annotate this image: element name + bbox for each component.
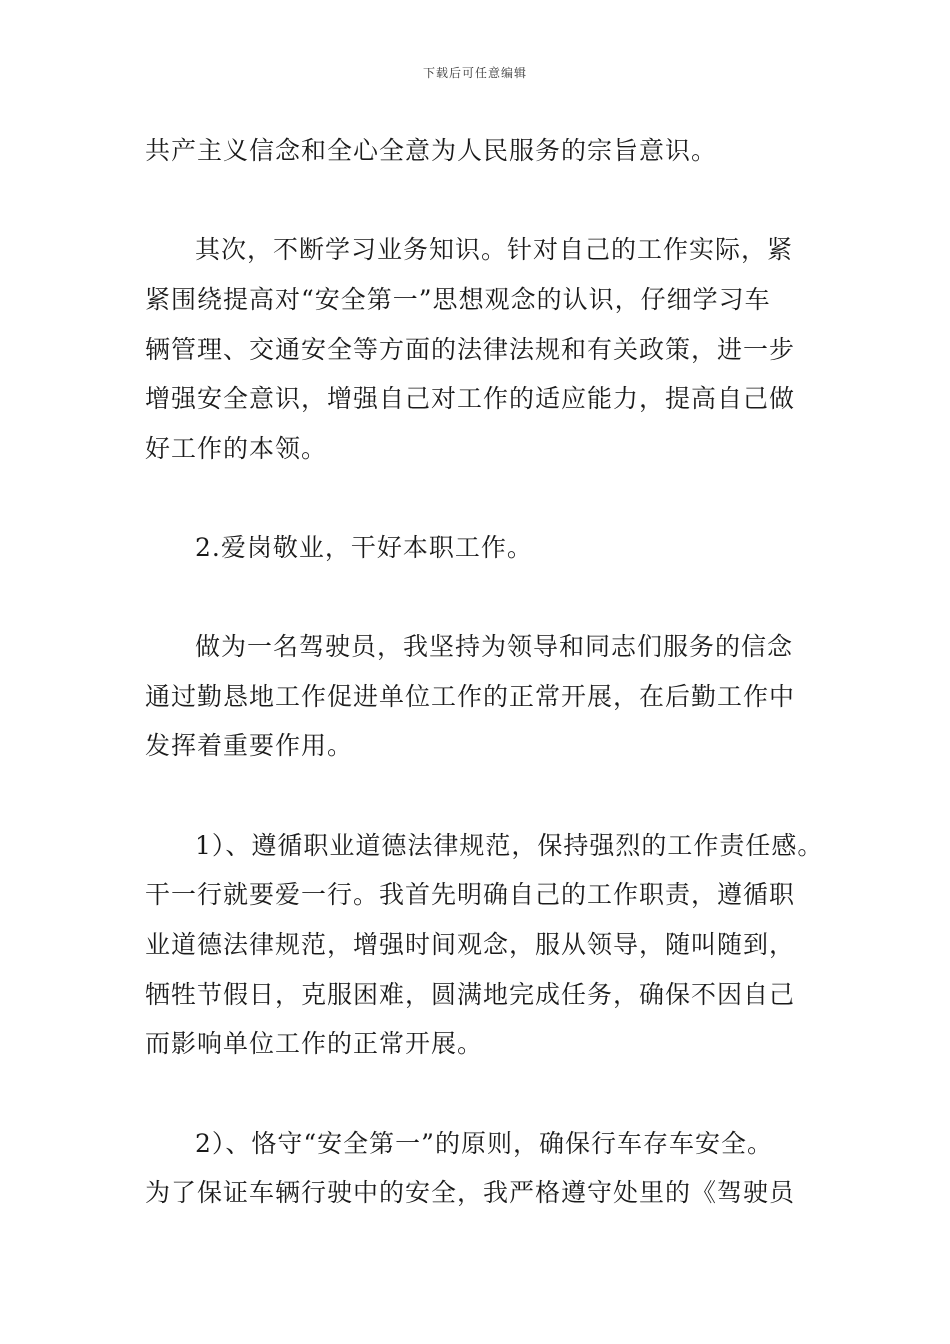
page-header-note: 下载后可任意编辑	[422, 66, 527, 80]
paragraph-line: 牺牲节假日，克服困难，圆满地完成任务，确保不因自己	[145, 980, 796, 1009]
section-heading: 2.爱岗敬业，干好本职工作。	[195, 533, 533, 562]
paragraph-line: 紧围绕提高对“安全第一”思想观念的认识，仔细学习车	[145, 285, 771, 314]
paragraph-line: 2）、恪守“安全第一”的原则，确保行车存车安全。	[195, 1129, 773, 1158]
paragraph-line: 共产主义信念和全心全意为人民服务的宗旨意识。	[145, 136, 718, 165]
paragraph-line: 业道德法律规范，增强时间观念，服从领导，随叫随到，	[145, 930, 796, 959]
paragraph-line: 而影响单位工作的正常开展。	[145, 1029, 484, 1058]
paragraph-line: 做为一名驾驶员，我坚持为领导和同志们服务的信念	[195, 632, 794, 661]
paragraph-line: 好工作的本领。	[145, 434, 328, 463]
paragraph-line: 干一行就要爱一行。我首先明确自己的工作职责，遵循职	[145, 880, 796, 909]
paragraph-line: 发挥着重要作用。	[145, 731, 354, 760]
paragraph-line: 辆管理、交通安全等方面的法律法规和有关政策，进一步	[145, 335, 796, 364]
paragraph-line: 1）、遵循职业道德法律规范，保持强烈的工作责任感。	[195, 831, 824, 860]
paragraph-line: 为了保证车辆行驶中的安全，我严格遵守处里的《驾驶员	[145, 1178, 796, 1207]
paragraph-line: 通过勤恳地工作促进单位工作的正常开展，在后勤工作中	[145, 682, 796, 711]
paragraph-line: 其次，不断学习业务知识。针对自己的工作实际，紧	[195, 235, 794, 264]
paragraph-line: 增强安全意识，增强自己对工作的适应能力，提高自己做	[145, 384, 796, 413]
